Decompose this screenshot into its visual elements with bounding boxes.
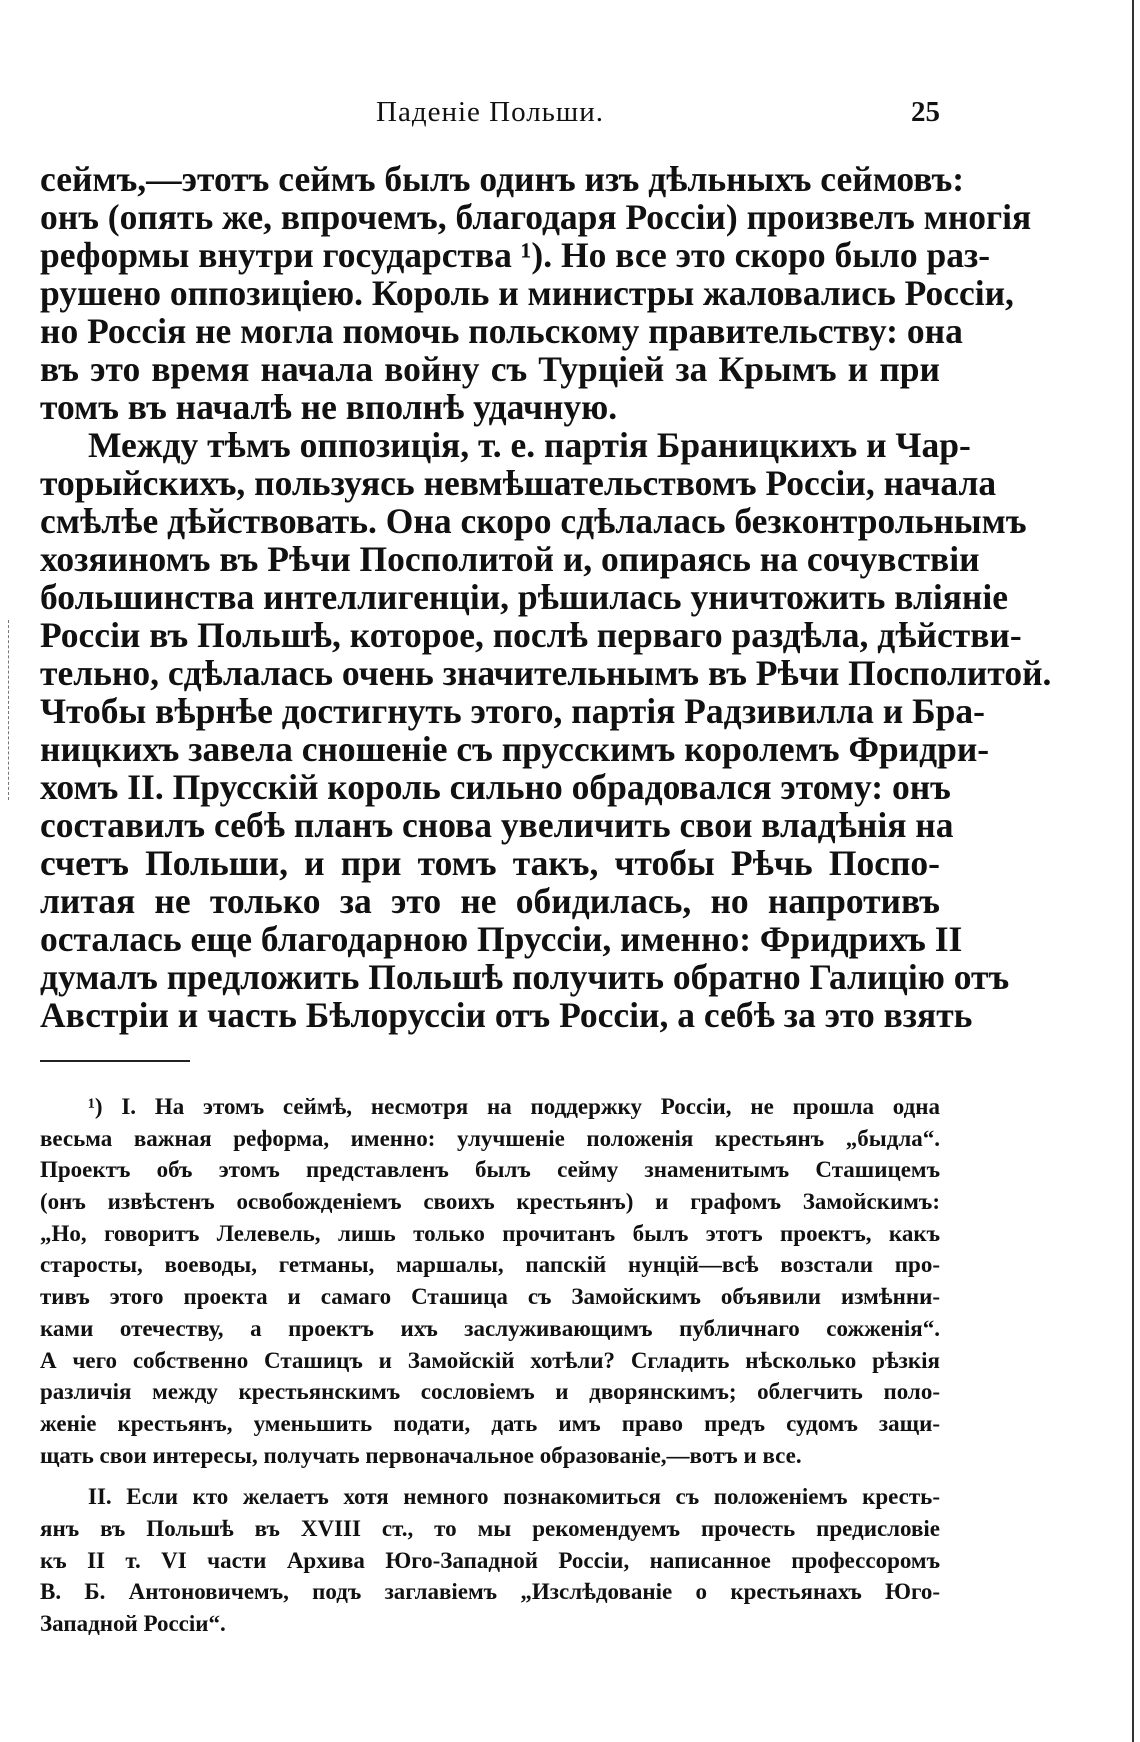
text-line: но Россія не могла помочь польскому правительству: она	[40, 311, 963, 351]
text-line: рушено оппозиціею. Король и министры жаловались Россіи,	[40, 273, 1014, 313]
text-line: Австріи и часть Бѣлоруссіи отъ Россіи, а себѣ за это взять	[40, 995, 973, 1035]
footnote-line: щать свои интересы, получать первоначальное образованіе,—вотъ и все.	[40, 1442, 802, 1468]
footnote-line: къ II т. VI части Архива Юго-Западной Россіи, написанное профессоромъ	[40, 1547, 940, 1573]
page-edge-line	[1132, 0, 1134, 1742]
text-line: хозяиномъ въ Рѣчи Посполитой и, опираясь на сочувствіи	[40, 539, 980, 579]
footnotes	[40, 1091, 940, 1640]
text-line: сеймъ,—этотъ сеймъ былъ одинъ изъ дѣльныхъ сеймовъ:	[40, 159, 965, 199]
footnote-line: тивъ этого проекта и самаго Сташица съ Замойскимъ объявили измѣнни-	[40, 1284, 940, 1310]
text-line: ницкихъ завела сношеніе съ прусскимъ королемъ Фридри-	[40, 729, 990, 769]
text-line: Россіи въ Польшѣ, которое, послѣ перваго раздѣла, дѣйстви-	[40, 615, 1022, 655]
text-line: реформы внутри государства ¹). Но все это скоро было раз-	[40, 235, 991, 275]
footnote-line: янъ въ Польшѣ въ XVIII ст., то мы рекомендуемъ прочесть предисловіе	[40, 1515, 940, 1541]
running-head	[40, 96, 940, 136]
text-line: тельно, сдѣлалась очень значительнымъ въ Рѣчи Посполитой.	[40, 653, 1052, 693]
footnote-line: „Но, говоритъ Лелевель, лишь только прочитанъ былъ этотъ проектъ, какъ	[40, 1220, 940, 1246]
text-line: смѣлѣе дѣйствовать. Она скоро сдѣлалась безконтрольнымъ	[40, 501, 1027, 541]
footnote-line: различія между крестьянскимъ сословіемъ и дворянскимъ; облегчить поло-	[40, 1379, 940, 1405]
text-line: хомъ II. Прусскій король сильно обрадовался этому: онъ	[40, 767, 951, 807]
footnote-line: Западной Россіи“.	[40, 1611, 226, 1636]
footnote-rule	[40, 1060, 190, 1062]
footnote-line: ками отечеству, а проектъ ихъ заслуживающимъ публичнаго сожженія“.	[40, 1315, 940, 1341]
main-text	[40, 159, 1052, 1035]
page-number: 25	[911, 96, 940, 128]
text-line: въ это время начала войну съ Турціей за Крымъ и при	[40, 349, 940, 389]
text-line: Чтобы вѣрнѣе достигнуть этого, партія Радзивилла и Бра-	[40, 691, 985, 731]
footnote-line: А чего собственно Сташицъ и Замойскій хотѣли? Сгладить нѣсколько рѣзкія	[40, 1347, 940, 1373]
text-line: томъ въ началѣ не вполнѣ удачную.	[40, 387, 618, 427]
footnote-line: (онъ извѣстенъ освобожденіемъ своихъ крестьянъ) и графомъ Замойскимъ:	[40, 1189, 940, 1215]
margin-scan-mark	[8, 620, 9, 800]
footnote-line: Проектъ объ этомъ представленъ былъ сейму знаменитымъ Сташицемъ	[40, 1157, 940, 1183]
text-line: счетъ Польши, и при томъ такъ, чтобы Рѣчь Поспо-	[40, 843, 940, 883]
text-line: составилъ себѣ планъ снова увеличить свои владѣнія на	[40, 805, 954, 845]
footnote-line: женіе крестьянъ, уменьшить подати, дать имъ право предъ судомъ защи-	[40, 1410, 940, 1436]
footnote-line: старосты, воеводы, гетманы, маршалы, папскій нунцій—всѣ возстали про-	[40, 1252, 940, 1278]
text-line: думалъ предложить Польшѣ получить обратно Галицію отъ	[40, 957, 1010, 997]
text-line: онъ (опять же, впрочемъ, благодаря Россіи) произвелъ многія	[40, 197, 1032, 237]
text-line: Между тѣмъ оппозиція, т. е. партія Браницкихъ и Чар-	[88, 425, 971, 465]
footnote-gap	[40, 1471, 940, 1481]
footnote-line: весьма важная реформа, именно: улучшеніе положенія крестьянъ „быдла“.	[40, 1125, 940, 1151]
running-title: Паденіе Польши.	[376, 96, 604, 128]
footnote-line: В. Б. Антоновичемъ, подъ заглавіемъ „Изслѣдованіе о крестьянахъ Юго-	[40, 1579, 940, 1605]
footnote-line: ¹) I. На этомъ сеймѣ, несмотря на поддержку Россіи, не прошла одна	[88, 1094, 940, 1119]
text-line: торыйскихъ, пользуясь невмѣшательствомъ Россіи, начала	[40, 463, 997, 503]
text-line: большинства интеллигенціи, рѣшилась уничтожить вліяніе	[40, 577, 1008, 617]
footnote-line: II. Если кто желаетъ хотя немного познакомиться съ положеніемъ кресть-	[88, 1484, 940, 1510]
text-line: литая не только за это не обидилась, но напротивъ	[40, 881, 940, 921]
text-line: осталась еще благодарною Пруссіи, именно: Фридрихъ II	[40, 919, 963, 959]
